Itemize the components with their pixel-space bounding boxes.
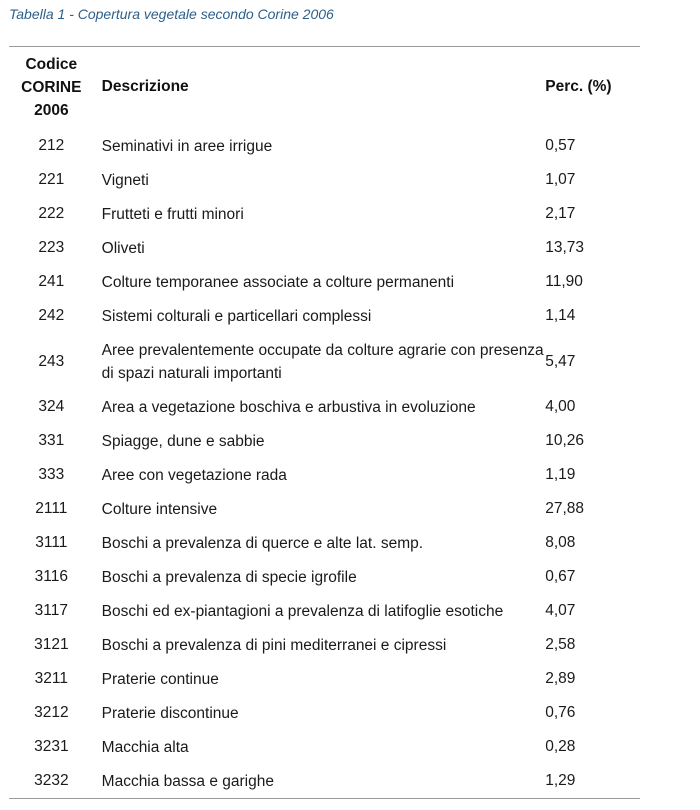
code-cell: 241	[38, 273, 65, 290]
description-cell: Praterie discontinue	[101, 704, 239, 722]
code-cell: 222	[38, 205, 65, 222]
percent-cell: 1,07	[545, 171, 576, 188]
description-cell: Boschi a prevalenza di pini mediterranei e cipressi	[101, 636, 447, 654]
description-cell: Aree con vegetazione rada	[101, 466, 287, 484]
table-row	[9, 129, 640, 163]
table-row	[9, 390, 640, 424]
percent-cell: 0,28	[545, 738, 576, 755]
header-row	[9, 47, 640, 129]
code-cell: 331	[38, 432, 65, 449]
description-cell: Boschi a prevalenza di specie igrofile	[101, 568, 357, 586]
table-row	[9, 299, 640, 333]
header-percent: Perc. (%)	[545, 78, 612, 95]
table-row	[9, 560, 640, 594]
description-cell: Vigneti	[101, 171, 149, 189]
code-cell: 221	[38, 171, 65, 188]
code-cell: 333	[38, 466, 65, 483]
header-description: Descrizione	[101, 78, 189, 95]
table-row	[9, 526, 640, 560]
description-cell: Seminativi in aree irrigue	[101, 137, 273, 155]
header-code-line-1: Codice	[25, 55, 78, 73]
table-row	[9, 730, 640, 764]
code-cell: 3231	[34, 738, 69, 755]
table-row	[9, 424, 640, 458]
table-row	[9, 662, 640, 696]
table-row	[9, 696, 640, 730]
description-cell: Area a vegetazione boschiva e arbustiva in evoluzione	[101, 398, 476, 416]
percent-cell: 8,08	[545, 534, 576, 551]
description-cell: Boschi ed ex-piantagioni a prevalenza di latifoglie esotiche	[101, 602, 504, 620]
code-cell: 3116	[34, 568, 68, 585]
percent-cell: 27,88	[545, 500, 585, 517]
header-code	[9, 47, 94, 129]
percent-cell: 0,57	[545, 137, 576, 154]
percent-cell: 11,90	[545, 273, 583, 290]
table-row	[9, 594, 640, 628]
table-row	[9, 458, 640, 492]
code-cell: 3212	[34, 704, 69, 721]
description-cell: Spiagge, dune e sabbie	[101, 432, 265, 450]
header-code-line-2: CORINE	[21, 78, 82, 96]
table-row	[9, 163, 640, 197]
vegetation-cover-table	[9, 46, 640, 799]
code-cell: 3117	[34, 602, 68, 619]
table-body	[9, 129, 640, 798]
percent-cell: 5,47	[545, 352, 576, 370]
table-row	[9, 265, 640, 299]
table-row	[9, 231, 640, 265]
header-code-line-3: 2006	[34, 101, 69, 119]
percent-cell: 1,14	[545, 307, 576, 324]
percent-cell: 4,07	[545, 602, 576, 619]
percent-cell: 0,67	[545, 568, 576, 585]
percent-cell: 4,00	[545, 398, 576, 415]
description-cell: Boschi a prevalenza di querce e alte lat. semp.	[101, 534, 424, 552]
code-cell: 3232	[34, 772, 69, 789]
percent-cell: 1,19	[545, 466, 576, 483]
percent-cell: 13,73	[545, 239, 585, 256]
code-cell: 223	[38, 239, 65, 256]
percent-cell: 2,89	[545, 670, 576, 687]
code-cell: 2111	[35, 500, 68, 517]
code-cell: 324	[38, 398, 65, 415]
table-row	[9, 197, 640, 231]
code-cell: 3211	[34, 670, 68, 687]
description-cell: Macchia bassa e garighe	[101, 772, 274, 790]
table-caption: Tabella 1 - Copertura vegetale secondo Corine 2006	[9, 6, 334, 22]
description-cell: Sistemi colturali e particellari complessi	[101, 307, 372, 325]
code-cell: 3121	[34, 636, 69, 653]
percent-cell: 2,58	[545, 636, 576, 653]
description-cell: Praterie continue	[101, 670, 219, 688]
code-cell: 242	[38, 307, 65, 324]
description-cell: Aree prevalentemente occupate da colture agrarie con presenza di spazi naturali importanti	[101, 341, 544, 382]
description-cell: Macchia alta	[101, 738, 189, 756]
description-cell: Frutteti e frutti minori	[101, 205, 244, 223]
code-cell: 3111	[35, 534, 68, 551]
table-row	[9, 764, 640, 798]
percent-cell: 2,17	[545, 205, 576, 222]
percent-cell: 0,76	[545, 704, 576, 721]
code-cell: 212	[38, 137, 65, 154]
percent-cell: 10,26	[545, 432, 585, 449]
table-row	[9, 628, 640, 662]
percent-cell: 1,29	[545, 772, 576, 789]
data-table	[9, 47, 640, 798]
description-cell: Colture temporanee associate a colture permanenti	[101, 273, 455, 291]
description-cell: Colture intensive	[101, 500, 218, 518]
code-cell: 243	[38, 352, 65, 370]
description-cell: Oliveti	[101, 239, 145, 257]
table-row	[9, 492, 640, 526]
table-row	[9, 333, 640, 390]
